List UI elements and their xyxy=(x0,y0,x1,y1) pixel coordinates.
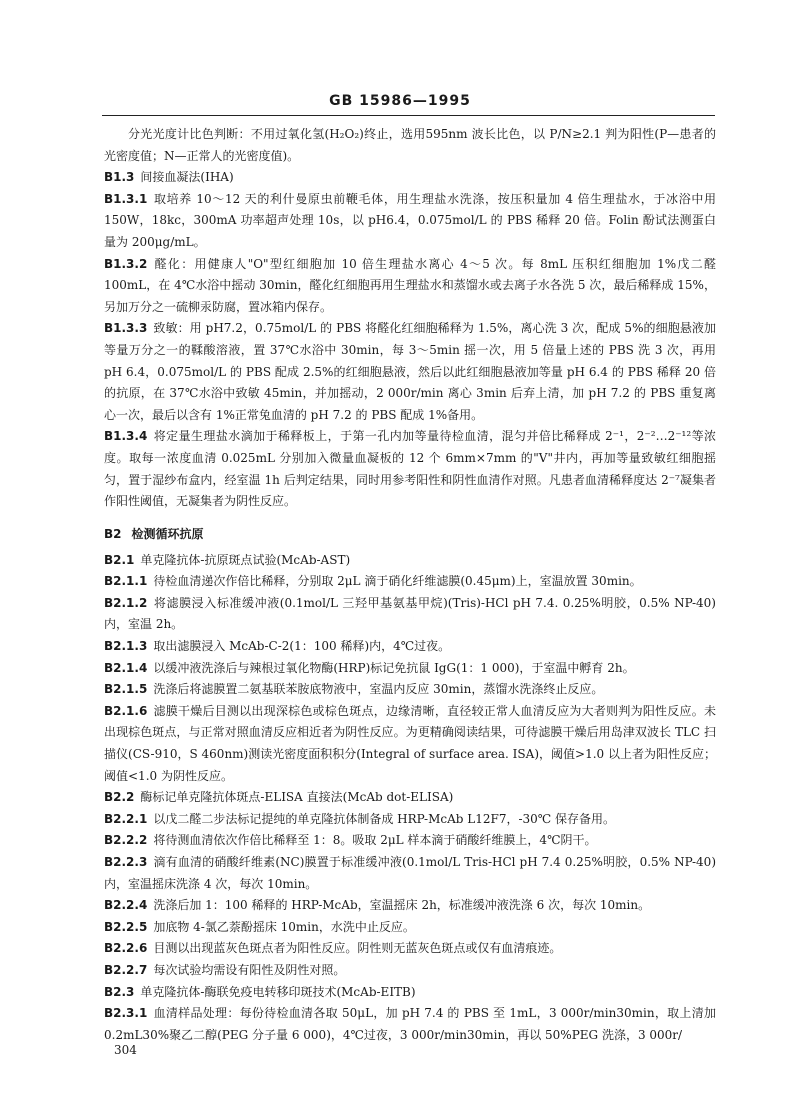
paragraph-b2-2-2: B2.2.2 将待测血清依次作倍比稀释至 1：8。吸取 2μL 样本滴于硝酸纤维膜上，4℃阴干。 xyxy=(104,833,597,848)
clause-number: B2.2.7 xyxy=(104,962,148,977)
clause-number: B2.1.2 xyxy=(104,595,148,610)
paragraph-b2-3-1: B2.3.1 血清样品处理：每份待检血清各取 50μL，加 pH 7.4 的 PBS 至 1mL，3 000r/min30min，取上清加 0.2mL30%聚乙二醇(PEG 分子量 6 000)，4℃过夜，3 000r/min30min，再以 50%PEG 洗涤，3 000r/ xyxy=(104,1006,716,1042)
paragraph-b2-1-2: B2.1.2 将滤膜浸入标准缓冲液(0.1mol/L 三羟甲基氨基甲烷)(Tris)-HCl pH 7.4. 0.25%明胶，0.5% NP-40)内，室温 2h。 xyxy=(104,595,716,632)
paragraph: 分光光度计比色判断：不用过氧化氢(H₂O₂)终止，选用595nm 波长比色，以 P/N≥2.1 判为阳性(P—患者的光密度值；N—正常人的光密度值)。 xyxy=(104,127,716,163)
paragraph-b2-1: B2.1 单克隆抗体-抗原斑点试验(McAb-AST) xyxy=(104,552,351,567)
paragraph-b2-2-7: B2.2.7 每次试验均需设有阳性及阴性对照。 xyxy=(104,962,346,977)
clause-number: B1.3.3 xyxy=(104,321,148,336)
clause-number: B1.3.1 xyxy=(104,191,148,206)
paragraph-b2-2-5: B2.2.5 加底物 4-氯乙萘酚摇床 10min，水洗中止反应。 xyxy=(104,919,415,934)
clause-number: B2.2.6 xyxy=(104,941,148,956)
paragraph-b2-1-5: B2.1.5 洗涤后将滤膜置二氨基联苯胺底物液中，室温内反应 30min，蒸馏水洗涤终止反应。 xyxy=(104,682,604,697)
clause-number: B2.1.1 xyxy=(104,574,148,589)
clause-number: B1.3.4 xyxy=(104,429,148,444)
paragraph-b1-3-3: B1.3.3 致敏：用 pH7.2，0.75mol/L 的 PBS 将醛化红细胞稀释为 1.5%，离心洗 3 次，配成 5%的细胞悬液加等量万分之一的鞣酸溶液，置 37℃水浴中 30min，每 3～5min 摇一次，用 5 倍量上述的 PBS 洗 3 次，再用 pH 6.4，0.075mol/L 的 PBS 配成 2.5%的红细胞悬液，然后以此红细胞悬液加等量 pH 6.4 的 PBS 稀释 20 倍的抗原，在 37℃水浴中致敏 45min，并加摇动，2 000r/min 离心 3min 后弃上清，加 pH 7.2 的 PBS 重复离心一次，最后以含有 1%正常兔血清的 pH 7.2 的 PBS 配成 1%备用。 xyxy=(104,321,716,422)
clause-number: B2.2.2 xyxy=(104,833,148,848)
clause-number: B2.1 xyxy=(104,552,135,567)
clause-number: B2.1.4 xyxy=(104,660,148,675)
paragraph-b1-3: B1.3 间接血凝法(IHA) xyxy=(104,170,234,185)
paragraph-b2-1-4: B2.1.4 以缓冲液洗涤后与辣根过氧化物酶(HRP)标记免抗鼠 IgG(1：1 000)，于室温中孵育 2h。 xyxy=(104,660,635,675)
clause-number: B2.2.1 xyxy=(104,811,148,826)
page-number: 304 xyxy=(114,1043,137,1057)
clause-number: B2.3 xyxy=(104,984,135,999)
clause-number: B2.2.5 xyxy=(104,919,148,934)
clause-number: B2.3.1 xyxy=(104,1006,148,1021)
paragraph-b2-2-6: B2.2.6 目测以出现蓝灰色斑点者为阳性反应。阴性则无蓝灰色斑点或仅有血清痕迹。 xyxy=(104,941,562,956)
clause-number: B1.3.2 xyxy=(104,256,148,271)
section-heading-b2: B2 检测循环抗原 xyxy=(104,526,204,541)
paragraph-b1-3-2: B1.3.2 醛化：用健康人"O"型红细胞加 10 倍生理盐水离心 4～5 次。每 8mL 压积红细胞加 1%戊二醛 100mL，在 4℃水浴中摇动 30min，醛化红细胞再用生理盐水和蒸馏水或去离子水各洗 5 次，最后稀释成 15%，另加万分之一硫柳汞防腐，置冰箱内保存。 xyxy=(104,256,716,314)
paragraph-b1-3-4: B1.3.4 将定量生理盐水滴加于稀释板上，于第一孔内加等量待检血清，混匀并倍比稀释成 2⁻¹，2⁻²…2⁻¹²等浓度。取每一浓度血清 0.025mL 分别加入微量血凝板的 12 个 6mm×7mm 的"V"井内，再加等量致敏红细胞摇匀，置于湿纱布盒内，经室温 1h 后判定结果，同时用参考阳性和阴性血清作对照。凡患者血清稀释度达 2⁻⁷凝集者作阳性阈值，无凝集者为阴性反应。 xyxy=(104,429,716,509)
document-body xyxy=(104,124,716,1046)
paragraph-b2-2: B2.2 酶标记单克隆抗体斑点-ELISA 直接法(McAb dot-ELISA) xyxy=(104,790,454,805)
clause-number: B2.1.3 xyxy=(104,639,148,654)
clause-number: B2.2.3 xyxy=(104,855,148,869)
paragraph-b2-1-3: B2.1.3 取出滤膜浸入 McAb-C-2(1：100 稀释)内，4℃过夜。 xyxy=(104,639,451,654)
paragraph-b2-1-1: B2.1.1 待检血清递次作倍比稀释，分别取 2μL 滴于硝化纤维滤膜(0.45μm)上，室温放置 30min。 xyxy=(104,574,642,589)
clause-number: B1.3 xyxy=(104,170,135,185)
paragraph-b1-3-1: B1.3.1 取培养 10～12 天的利什曼原虫前鞭毛体，用生理盐水洗涤，按压积量加 4 倍生理盐水，于冰浴中用 150W，18kc，300mA 功率超声处理 10s，以 pH6.4，0.075mol/L 的 PBS 稀释 20 倍。Folin 酚试法测蛋白量为 200μg/mL。 xyxy=(104,191,716,249)
paragraph-b2-2-3: B2.2.3 滴有血清的硝酸纤维素(NC)膜置于标准缓冲液(0.1mol/L Tris-HCl pH 7.4 0.25%明胶，0.5% NP-40)内，室温摇床洗涤 4 次，每次 10min。 xyxy=(104,855,716,891)
clause-number: B2.1.6 xyxy=(104,703,148,718)
clause-number: B2.1.5 xyxy=(104,682,148,697)
paragraph-b2-2-1: B2.2.1 以戊二醛二步法标记提纯的单克隆抗体制备成 HRP-McAb L12F7，-30℃ 保存备用。 xyxy=(104,811,616,826)
paragraph-b2-1-6: B2.1.6 滤膜干燥后目测以出现深棕色或棕色斑点，边缘清晰，直径较正常人血清反应为大者则判为阳性反应。未出现棕色斑点，与正常对照血清反应相近者为阴性反应。为更精确阅读结果，可待滤膜干燥后用岛津双波长 TLC 扫描仪(CS-910，S 460nm)测读光密度面积积分(Integral of surface area. ISA)，阈值>1.0 以上者为阳性反应；阈值<1.0 为阴性反应。 xyxy=(104,703,716,783)
document-header: GB 15986—1995 xyxy=(329,93,471,109)
paragraph-b2-3: B2.3 单克隆抗体-酶联免疫电转移印斑技术(McAb-EITB) xyxy=(104,984,416,999)
paragraph-b2-2-4: B2.2.4 洗涤后加 1：100 稀释的 HRP-McAb，室温摇床 2h，标准缓冲液洗涤 6 次，每次 10min。 xyxy=(104,898,651,913)
clause-number: B2.2.4 xyxy=(104,898,148,913)
clause-number: B2.2 xyxy=(104,790,135,805)
header-rule xyxy=(102,115,715,116)
